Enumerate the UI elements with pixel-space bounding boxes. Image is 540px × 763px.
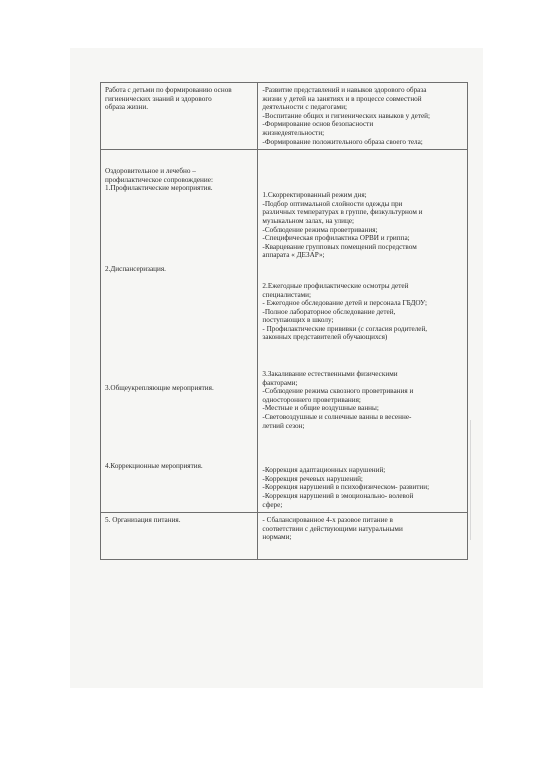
spacer [105,392,253,462]
row1-right-cell [258,83,468,150]
section-strengthening-label [105,384,253,393]
text-line: -Формирование положительного образа своего тела; [262,137,423,146]
text-line: музыкальном залах, на улице; [262,216,355,225]
text-line: -Развитие представлений и навыков здорового образа [262,86,427,94]
measures-table [100,82,468,560]
section-correction-items [262,466,463,509]
text-line: специалистами; [262,290,312,299]
section-dispensary-items [262,282,463,342]
section-prophylaxis-items [262,191,463,260]
text-line: Работа с детьми по формированию основ [105,86,232,94]
row2-right-cell [258,150,468,513]
text-line: факторами; [262,378,298,387]
text-line: 3.Закаливание естественными физическими [262,370,398,379]
text-line: - Сбалансированное 4-х разовое питание в [262,516,393,525]
text-line: различных температурах в группе, физкультурном и [262,208,423,217]
spacer [262,430,463,466]
text-line: Оздоровительное и лечебно – [105,167,196,176]
text-line: -Коррекция нарушений в психофизическом- развитии; [262,483,430,492]
text-line: 3.Общеукрепляющие мероприятия. [105,383,214,392]
text-line: -Подбор оптимальной слойности одежды при [262,199,403,208]
spacer [105,471,253,505]
text-line: -Коррекция адаптационных нарушений; [262,466,386,475]
spacer [105,274,253,384]
table-row [101,83,468,150]
row2-left-cell [101,150,258,513]
text-line: -Световоздушные и солнечные ванны в весенне- [262,413,412,422]
text-line: гигиенических знаний и здорового [105,94,212,103]
text-line: 1.Скорректированный режим дня; [262,191,367,200]
section-prophylaxis-label [105,167,253,193]
text-line: деятельности с педагогами; [262,103,348,112]
text-line: сфере; [262,500,283,509]
text-line: 2.Диспансеризация. [105,264,166,273]
text-line: - Ежегодное обследование детей и персонала ГБДОУ; [262,299,427,308]
row3-left-cell [101,513,258,560]
text-line: 4.Коррекционные мероприятия. [105,462,203,471]
text-line: 1.Профилактические мероприятия. [105,184,213,193]
row1-left-cell [101,83,258,150]
spacer [262,342,463,370]
text-line: летний сезон; [262,421,305,430]
scan-edge-line [470,420,471,540]
text-line: - Профилактические прививки (с согласия родителей, [262,324,428,333]
text-line: -Формирование основ безопасности [262,120,374,129]
row3-right-cell [258,513,468,560]
spacer [105,193,253,265]
text-line: -Соблюдение режима проветривания; [262,225,378,234]
text-line: -Кварцевание групповых помещений посредством [262,242,417,251]
table-row [101,150,468,513]
spacer [262,260,463,282]
text-line: аппарата « ДЕЗАР»; [262,251,325,260]
text-line: 2.Ежегодные профилактические осмотры детей [262,281,409,290]
section-strengthening-items [262,370,463,430]
text-line: законных представителей обучающихся) [262,333,388,342]
table-row [101,513,468,560]
text-line: -Соблюдение режима сквозного проветривания и [262,387,414,396]
text-line: образа жизни. [105,103,149,112]
text-line: жизни у детей на занятиях и в процессе совместной [262,94,422,103]
text-line: нормами; [262,533,292,542]
text-line: -Полное лабораторное обследование детей, [262,307,396,316]
text-line: соответствии с действующими натуральными [262,524,403,533]
text-line: -Специфическая профилактика ОРВИ и гриппа; [262,234,410,243]
section-dispensary-label [105,265,253,274]
text-line: жизнедеятельности; [262,128,325,137]
text-line: -Воспитание общих и гигиенических навыков у детей; [262,111,430,120]
text-line: 5. Организация питания. [105,516,181,525]
text-line: поступающих в школу; [262,316,334,325]
text-line: одностороннего проветривания; [262,395,361,404]
text-line: -Местные и общие воздушные ванны; [262,404,379,413]
text-line: -Коррекция нарушений в эмоционально- волевой [262,492,414,500]
section-correction-label [105,462,253,471]
text-line: -Коррекция речевых нарушений; [262,474,363,483]
text-line: профилактическое сопровождение: [105,175,213,184]
